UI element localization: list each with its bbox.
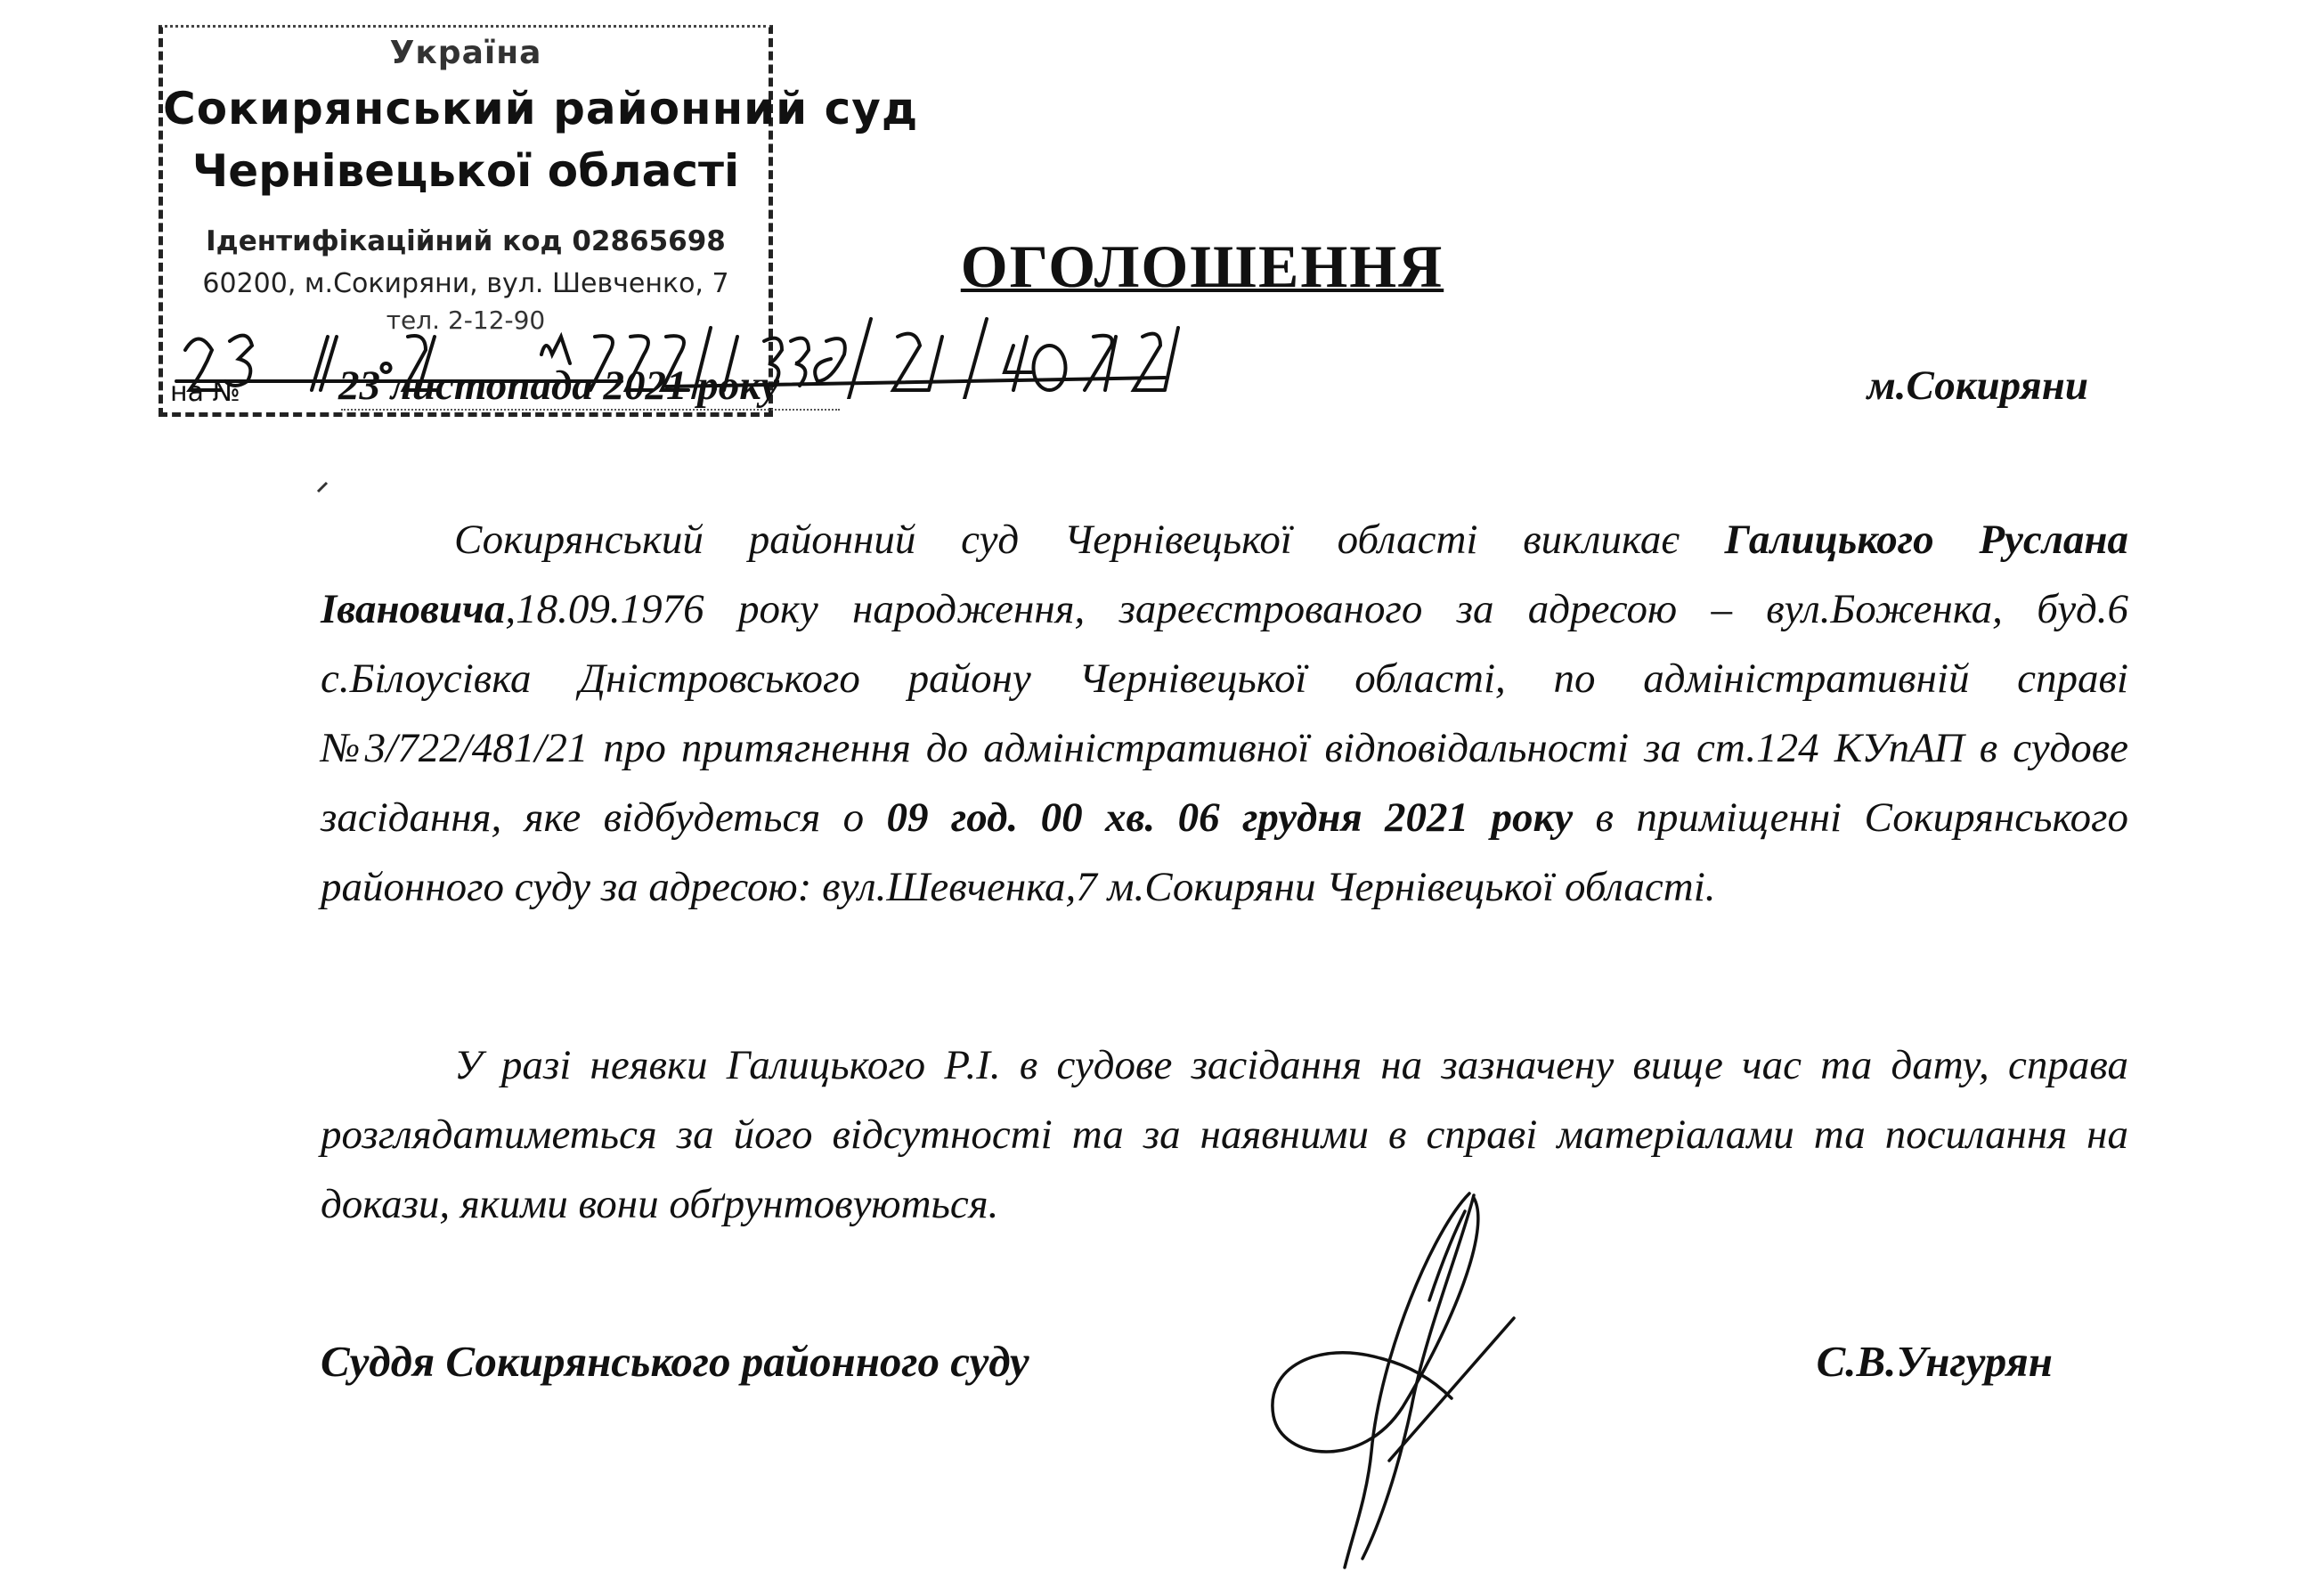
stamp-region: Чернівецької області	[191, 145, 740, 197]
stamp-court-name: Сокирянський районний суд	[163, 83, 919, 134]
stamp-on-number-label: на №	[170, 377, 240, 408]
handwritten-signature	[1247, 1176, 1541, 1576]
scan-mark-icon	[316, 481, 329, 493]
stamp-address: 60200, м.Сокиряни, вул. Шевченко, 7	[202, 268, 729, 299]
paragraph-summons	[321, 505, 2128, 922]
document-title: ОГОЛОШЕННЯ	[960, 232, 1444, 300]
stamp-phone: тел. 2-12-90	[386, 305, 546, 335]
summons-details: ,18.09.1976 року народження, зареєстрованого за адресою – вул.Боженка, буд.6 с.Білоусівка Дністровського району Чернівецької області, по адміністративній справі №3/722/481/21 про притягнення до адміністративної відповідальності за ст.124 КУпАП в судове засідання, яке відбудеться о	[321, 586, 2128, 841]
hearing-datetime: 09 год. 00 хв. 06 грудня 2021 року	[886, 794, 1574, 841]
summons-intro: Сокирянський районний суд Чернівецької області викликає	[454, 517, 1725, 563]
judge-name: С.В.Унгурян	[1816, 1337, 2053, 1386]
judge-role: Суддя Сокирянського районного суду	[321, 1337, 1029, 1386]
paragraph-absence-notice: У разі неявки Галицького Р.І. в судове засідання на зазначену вище час та дату, справа розглядатиметься за його відсутності та за наявними в справі матеріалами та посилання на докази, якими вони обґрунтовуються.	[321, 1042, 2128, 1227]
document-city: м.Сокиряни	[1867, 362, 2088, 409]
stamp-country: Україна	[389, 35, 542, 71]
defendant-name: Галицького Руслана Івановича	[321, 517, 2128, 632]
stamp-id-code: Ідентифікаційний код 02865698	[206, 225, 726, 257]
document-date: 23 листопада 2021 року	[338, 362, 779, 409]
summons-location: в приміщенні Сокирянського районного суду за адресою: вул.Шевченка,7 м.Сокиряни Чернівецької області.	[321, 794, 2129, 910]
